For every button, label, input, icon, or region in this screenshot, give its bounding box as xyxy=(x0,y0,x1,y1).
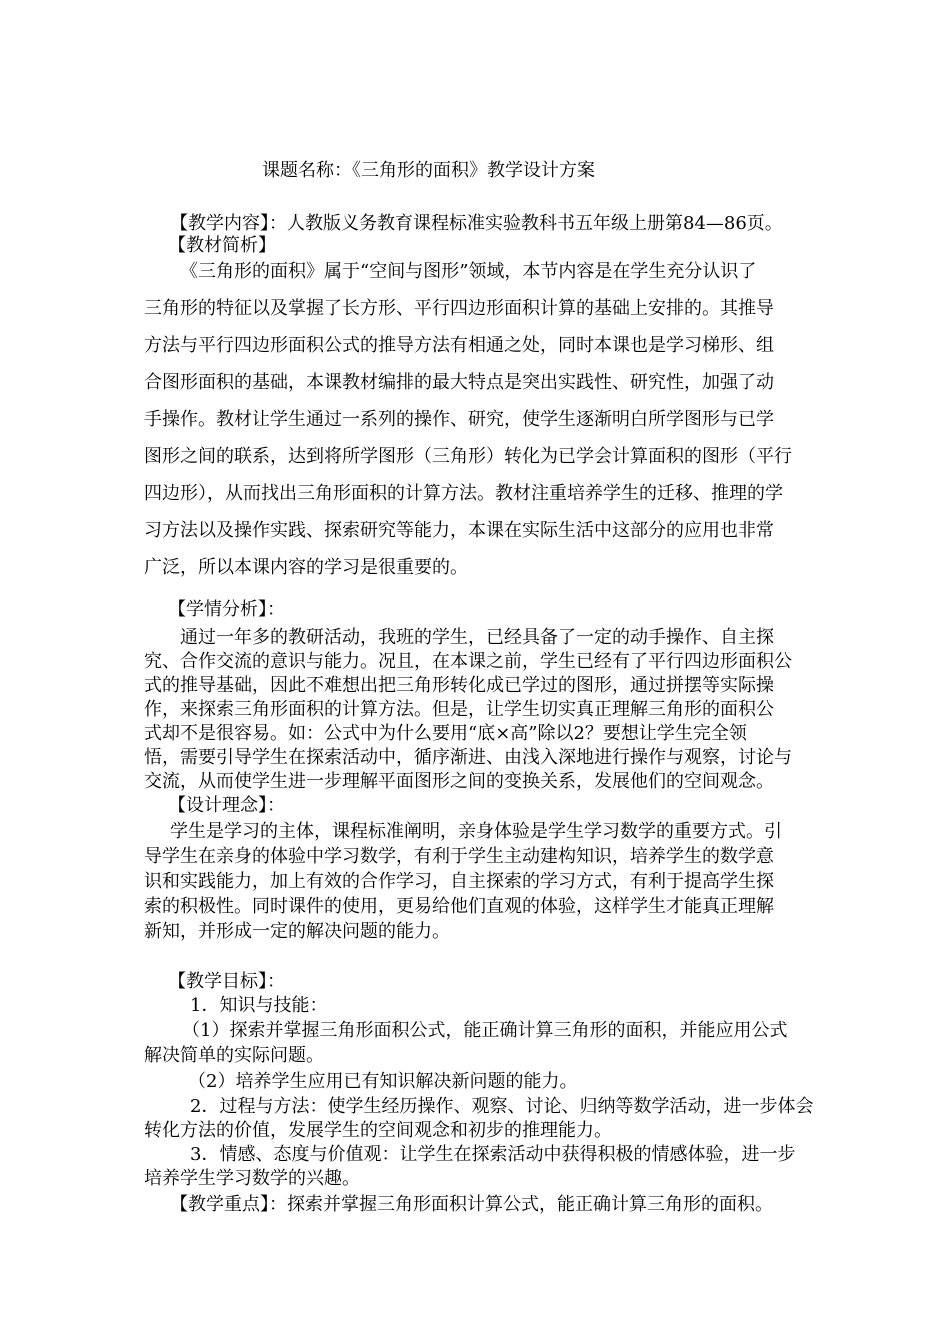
goal-process: 转化方法的价值，发展学生的空间观念和初步的推理能力。 xyxy=(144,1120,612,1141)
analysis-line: 图形之间的联系，达到将所学图形（三角形）转化为已学会计算面积的图形（平行 xyxy=(144,446,792,467)
goal-emotion: 培养学生学习数学的兴趣。 xyxy=(144,1168,360,1189)
students-line: 交流，从而使学生进一步理解平面图形之间的变换关系，发展他们的空间观念。 xyxy=(144,771,774,792)
analysis-line: 合图形面积的基础，本课教材编排的最大特点是突出实践性、研究性，加强了动 xyxy=(144,372,774,393)
concept-line: 新知，并形成一定的解决问题的能力。 xyxy=(144,921,450,942)
goal-process: 2．过程与方法：使学生经历操作、观察、讨论、归纳等数学活动，进一步体会 xyxy=(190,1096,814,1117)
goal-knowledge-item: （1）探索并掌握三角形面积公式，能正确计算三角形的面积，并能应用公式 xyxy=(182,1020,788,1041)
students-line: 式的推导基础，因此不难想出把三角形转化成已学过的图形，通过拼摆等实际操 xyxy=(144,675,774,696)
students-heading: 【学情分析】： xyxy=(168,599,285,620)
concept-line: 学生是学习的主体，课程标准阐明，亲身体验是学生学习数学的重要方式。引 xyxy=(170,821,782,842)
students-line: 式却不是很容易。如：公式中为什么要用“底×高”除以2？要想让学生完全领 xyxy=(144,723,747,744)
key-point: 【教学重点】：探索并掌握三角形面积计算公式，能正确计算三角形的面积。 xyxy=(170,1194,773,1215)
goal-emotion: 3．情感、态度与价值观：让学生在探索活动中获得积极的情感体验，进一步 xyxy=(190,1144,796,1165)
students-line: 通过一年多的教研活动，我班的学生，已经具备了一定的动手操作、自主探 xyxy=(180,627,774,648)
analysis-line: 《三角形的面积》属于“空间与图形”领域，本节内容是在学生充分认识了 xyxy=(180,261,757,282)
students-line: 究、合作交流的意识与能力。况且，在本课之前，学生已经有了平行四边形面积公 xyxy=(144,651,792,672)
concept-line: 索的积极性。同时课件的使用，更易给他们直观的体验，这样学生才能真正理解 xyxy=(144,896,774,917)
students-line: 作，来探索三角形面积的计算方法。但是，让学生切实真正理解三角形的面积公 xyxy=(144,699,774,720)
analysis-heading: 【教材简析】 xyxy=(168,235,276,256)
analysis-line: 习方法以及操作实践、探索研究等能力，本课在实际生活中这部分的应用也非常 xyxy=(144,520,774,541)
analysis-line: 手操作。教材让学生通过一系列的操作、研究，使学生逐渐明白所学图形与已学 xyxy=(144,409,774,430)
goal-knowledge-item: （2）培养学生应用已有知识解决新问题的能力。 xyxy=(188,1071,578,1092)
students-line: 悟，需要引导学生在探索活动中，循序渐进、由浅入深地进行操作与观察，讨论与 xyxy=(144,747,792,768)
document-title: 课题名称：《三角形的面积》教学设计方案 xyxy=(262,160,595,181)
goal-knowledge: 1．知识与技能： xyxy=(190,995,328,1016)
analysis-line: 广泛，所以本课内容的学习是很重要的。 xyxy=(144,557,468,578)
concept-heading: 【设计理念】： xyxy=(168,795,285,816)
concept-line: 导学生在亲身的体验中学习数学，有利于学生主动建构知识，培养学生的数学意 xyxy=(144,846,774,867)
analysis-line: 四边形），从而找出三角形面积的计算方法。教材注重培养学生的迁移、推理的学 xyxy=(144,483,783,504)
analysis-line: 三角形的特征以及掌握了长方形、平行四边形面积计算的基础上安排的。其推导 xyxy=(144,298,774,319)
goals-heading: 【教学目标】： xyxy=(168,971,285,992)
teaching-content: 【教学内容】：人教版义务教育课程标准实验教科书五年级上册第84—86页。 xyxy=(170,213,783,234)
analysis-line: 方法与平行四边形面积公式的推导方法有相通之处，同时本课也是学习梯形、组 xyxy=(144,335,774,356)
goal-knowledge-item: 解决简单的实际问题。 xyxy=(144,1045,324,1066)
concept-line: 识和实践能力，加上有效的合作学习，自主探索的学习方式，有利于提高学生探 xyxy=(144,871,774,892)
